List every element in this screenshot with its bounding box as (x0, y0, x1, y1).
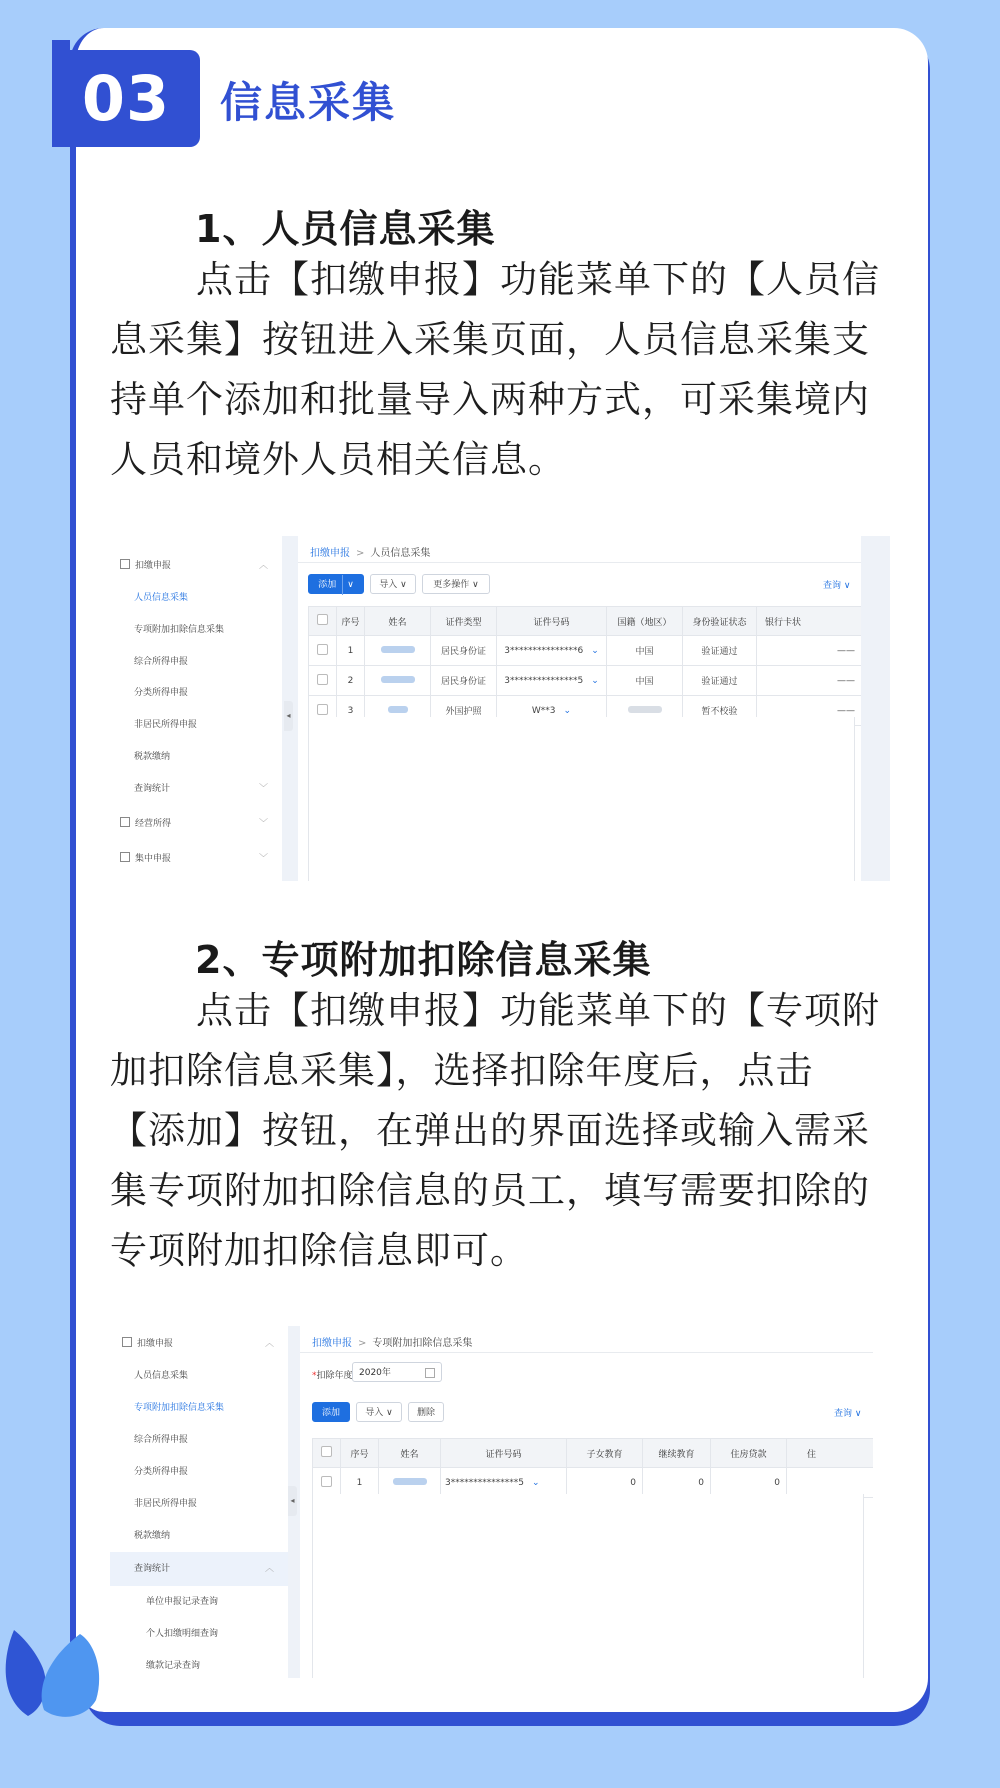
cell-no: 1 (337, 636, 365, 666)
person-table (308, 606, 862, 726)
breadcrumb-current: 人员信息采集 (370, 548, 431, 559)
select-all-checkbox[interactable] (317, 614, 328, 625)
cell-housing-loan: 0 (711, 1468, 787, 1498)
table-empty-area (312, 1494, 864, 1678)
cell-status: 暂不校验 (683, 696, 757, 726)
cell-cont-edu: 0 (643, 1468, 711, 1498)
chevron-down-icon: ∨ (472, 580, 479, 590)
import-button-label: 导入 (379, 580, 398, 590)
sidebar-item-comprehensive[interactable]: 综合所得申报 (134, 1435, 189, 1445)
sidebar-item-person-info[interactable]: 人员信息采集 (134, 1371, 189, 1381)
sidebar-item-query-label: 查询统计 (134, 1564, 171, 1574)
sidebar-item-person-info[interactable]: 人员信息采集 (134, 593, 189, 603)
file-icon (122, 1337, 132, 1347)
col-header: 证件类型 (431, 607, 497, 636)
cell-id-no: 3***************6 (504, 645, 584, 656)
cell-no: 1 (341, 1468, 379, 1498)
part2-text: 点击【扣缴申报】功能菜单下的【专项附加扣除信息采集】，选择扣除年度后，点击【添加】按钮，在弹出的界面选择或输入需采集专项附加扣除信息的员工，填写需要扣除的专项附加扣除信息即可。 (110, 989, 880, 1272)
leaf-light (42, 1634, 100, 1717)
breadcrumb-root[interactable]: 扣缴申报 (310, 548, 350, 559)
divider (298, 562, 861, 563)
more-actions-label: 更多操作 (433, 580, 470, 590)
masked-name[interactable] (393, 1478, 427, 1485)
section-title: 信息采集 (220, 78, 397, 127)
chevron-down-icon[interactable]: ⌄ (563, 705, 572, 716)
query-link[interactable] (834, 1406, 861, 1419)
masked-nation (628, 706, 662, 713)
section-number: 03 (81, 62, 171, 135)
cell-id-type: 外国护照 (431, 696, 497, 726)
table-header (309, 607, 862, 636)
cell-nation: 中国 (607, 666, 683, 696)
sidebar-subitem-payment-records[interactable]: 缴款记录查询 (146, 1661, 201, 1671)
table-empty-area (308, 717, 855, 881)
chevron-down-icon[interactable]: ⌄ (531, 1477, 540, 1488)
sidebar-subitem-unit-records[interactable]: 单位申报记录查询 (146, 1597, 219, 1607)
collapse-handle[interactable]: ◂ (284, 701, 293, 731)
cell-nation: 中国 (607, 636, 683, 666)
col-header: 住 (787, 1439, 874, 1468)
sidebar-item-query[interactable] (110, 777, 282, 801)
col-header: 身份验证状态 (683, 607, 757, 636)
year-label-text: 扣除年度 (316, 1371, 353, 1381)
sidebar (110, 536, 282, 881)
chevron-down-icon: ∨ (386, 1408, 393, 1418)
sidebar-group-label: 扣缴申报 (137, 1339, 174, 1349)
cell-no: 2 (337, 666, 365, 696)
add-button[interactable] (308, 574, 364, 594)
import-button[interactable] (356, 1402, 402, 1422)
sidebar-item-nonresident[interactable]: 非居民所得申报 (134, 1499, 198, 1509)
chevron-down-icon: ﹀ (258, 784, 268, 794)
sidebar-item-special-deduction[interactable]: 专项附加扣除信息采集 (134, 1403, 225, 1413)
col-header: 姓名 (379, 1439, 441, 1468)
breadcrumb: 扣缴申报 > 人员信息采集 (310, 548, 431, 559)
sidebar-item-classified[interactable]: 分类所得申报 (134, 688, 189, 698)
col-header: 证件号码 (441, 1439, 567, 1468)
cell-id-no: 3***************5 (504, 675, 584, 686)
select-all-checkbox[interactable] (321, 1446, 332, 1457)
sidebar-item-special-deduction[interactable]: 专项附加扣除信息采集 (134, 625, 225, 635)
sidebar-item-comprehensive[interactable]: 综合所得申报 (134, 657, 189, 667)
chevron-down-icon[interactable]: ⌄ (591, 645, 599, 656)
sidebar (110, 1326, 288, 1678)
chevron-up-icon: ︿ (258, 561, 268, 571)
sidebar-subitem-personal-details[interactable]: 个人扣缴明细查询 (146, 1629, 219, 1639)
col-header: 姓名 (365, 607, 431, 636)
chevron-down-icon: ﹀ (258, 819, 268, 829)
cell-id-type: 居民身份证 (431, 666, 497, 696)
col-header: 住房贷款 (711, 1439, 787, 1468)
business-icon (120, 817, 130, 827)
sidebar-item-query[interactable] (110, 1552, 288, 1586)
collapse-handle[interactable]: ◂ (288, 1486, 297, 1516)
col-header: 序号 (337, 607, 365, 636)
col-header: 国籍（地区） (607, 607, 683, 636)
sidebar-group-label: 扣缴申报 (135, 561, 172, 571)
add-button[interactable]: 添加 (312, 1402, 350, 1422)
query-link[interactable] (823, 578, 850, 591)
sidebar-item-business[interactable] (110, 812, 282, 836)
breadcrumb-current: 专项附加扣除信息采集 (372, 1338, 473, 1349)
row-checkbox[interactable] (317, 674, 328, 685)
more-actions-button[interactable] (422, 574, 490, 594)
main-panel (298, 536, 861, 881)
cell-status: 验证通过 (683, 666, 757, 696)
chevron-down-icon: ∨ (400, 580, 407, 590)
cell-id-no: W**3 (531, 705, 556, 716)
part1-text: 点击【扣缴申报】功能菜单下的【人员信息采集】按钮进入采集页面，人员信息采集支持单个添加和批量导入两种方式，可采集境内人员和境外人员相关信息。 (110, 258, 880, 481)
cell-id-no: 3***************5 (445, 1477, 524, 1488)
add-button-label: 添加 (318, 580, 337, 590)
screenshot-person-info (110, 536, 890, 881)
col-header: 序号 (341, 1439, 379, 1468)
row-checkbox[interactable] (317, 704, 328, 715)
import-button[interactable] (370, 574, 416, 594)
row-checkbox[interactable] (321, 1476, 332, 1487)
cell-status: 验证通过 (683, 636, 757, 666)
screenshot-special-deduction (110, 1326, 873, 1678)
table-row[interactable] (309, 636, 862, 666)
centralized-icon (120, 852, 130, 862)
year-label: *扣除年度 (312, 1371, 353, 1381)
file-icon (120, 559, 130, 569)
part2-heading: 2、专项附加扣除信息采集 (195, 938, 652, 982)
year-value: 2020年 (359, 1368, 391, 1378)
chevron-down-icon: ∨ (854, 1409, 862, 1419)
masked-name[interactable] (381, 676, 415, 683)
chevron-down-icon[interactable]: ⌄ (591, 675, 599, 686)
chevron-up-icon: ︿ (264, 1564, 274, 1574)
cell-bank: —— (757, 636, 862, 666)
sidebar-item-classified[interactable]: 分类所得申报 (134, 1467, 189, 1477)
cell-no: 3 (337, 696, 365, 726)
right-gutter (861, 536, 890, 881)
main-panel (300, 1326, 873, 1678)
col-header: 银行卡状 (757, 607, 862, 636)
query-link-label: 查询 (834, 1409, 853, 1419)
table-header (313, 1439, 874, 1468)
sidebar-group-withholding[interactable] (110, 1332, 288, 1356)
import-button-label: 导入 (365, 1408, 384, 1418)
col-header: 子女教育 (567, 1439, 643, 1468)
chevron-down-icon: ﹀ (258, 854, 268, 864)
sidebar-item-tax-payment[interactable]: 税款缴纳 (134, 1531, 171, 1541)
table-row[interactable] (313, 1468, 874, 1498)
sidebar-item-centralized-label: 集中申报 (135, 854, 172, 864)
delete-button[interactable]: 删除 (408, 1402, 444, 1422)
year-picker[interactable] (352, 1362, 442, 1382)
sidebar-item-nonresident[interactable]: 非居民所得申报 (134, 720, 198, 730)
sidebar-group-withholding[interactable] (110, 554, 282, 578)
masked-name[interactable] (388, 706, 408, 713)
query-link-label: 查询 (823, 581, 842, 591)
sidebar-item-business-label: 经营所得 (135, 819, 172, 829)
breadcrumb: 扣缴申报 > 专项附加扣除信息采集 (312, 1338, 473, 1349)
chevron-down-icon: ∨ (843, 581, 851, 591)
sidebar-item-centralized[interactable] (110, 847, 282, 871)
sidebar-item-tax-payment[interactable]: 税款缴纳 (134, 752, 171, 762)
chevron-down-icon: ∨ (342, 575, 354, 595)
divider (300, 1352, 873, 1353)
sidebar-item-query-label: 查询统计 (134, 784, 171, 794)
table-row[interactable] (309, 666, 862, 696)
cell-bank: —— (757, 696, 862, 726)
leaf-dark (6, 1630, 46, 1716)
cell-child-edu: 0 (567, 1468, 643, 1498)
cell-id-type: 居民身份证 (431, 636, 497, 666)
calendar-icon (425, 1368, 435, 1378)
masked-name[interactable] (381, 646, 415, 653)
leaf-decoration-icon (0, 1618, 110, 1728)
col-header: 证件号码 (497, 607, 607, 636)
breadcrumb-root[interactable]: 扣缴申报 (312, 1338, 352, 1349)
row-checkbox[interactable] (317, 644, 328, 655)
col-header: 继续教育 (643, 1439, 711, 1468)
chevron-up-icon: ︿ (264, 1339, 274, 1349)
cell-bank: —— (757, 666, 862, 696)
deduction-table (312, 1438, 873, 1498)
part1-heading: 1、人员信息采集 (195, 207, 496, 251)
